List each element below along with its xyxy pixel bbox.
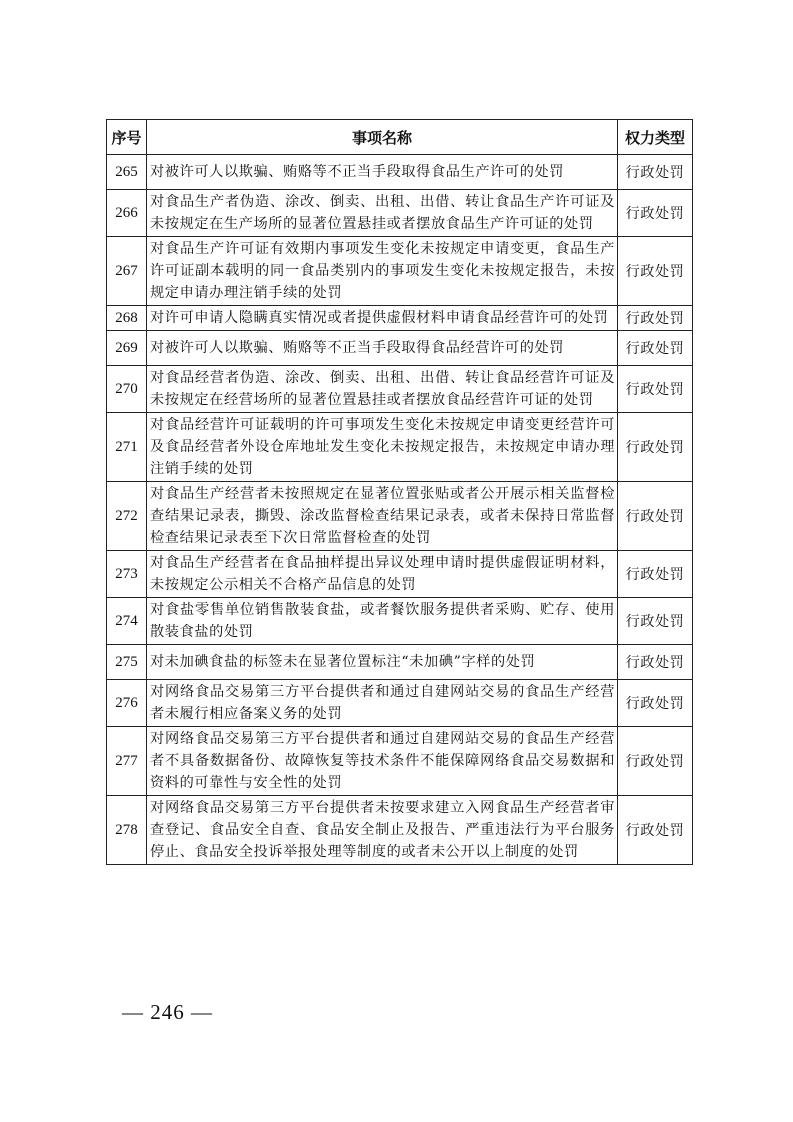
row-number: 265 <box>107 155 147 190</box>
power-type: 行政处罚 <box>618 331 693 366</box>
item-name: 对食品经营者伪造、涂改、倒卖、出租、出借、转让食品经营许可证及未按规定在经营场所的显著位置悬挂或者摆放食品经营许可证的处罚 <box>147 366 618 413</box>
row-number: 278 <box>107 796 147 865</box>
item-name: 对食品生产许可证有效期内事项发生变化未按规定申请变更，食品生产许可证副本载明的同一食品类别内的事项发生变化未按规定报告，未按规定申请办理注销手续的处罚 <box>147 237 618 306</box>
row-number: 272 <box>107 482 147 551</box>
item-name: 对未加碘食盐的标签未在显著位置标注“未加碘”字样的处罚 <box>147 645 618 680</box>
power-type: 行政处罚 <box>618 306 693 331</box>
table-row <box>107 645 693 680</box>
power-type: 行政处罚 <box>618 482 693 551</box>
table-row <box>107 366 693 413</box>
row-number: 273 <box>107 551 147 598</box>
table-row <box>107 155 693 190</box>
header-name: 事项名称 <box>147 120 618 155</box>
item-name: 对被许可人以欺骗、贿赂等不正当手段取得食品生产许可的处罚 <box>147 155 618 190</box>
table-row <box>107 482 693 551</box>
power-type: 行政处罚 <box>618 366 693 413</box>
item-name: 对食品生产经营者在食品抽样提出异议处理申请时提供虚假证明材料，未按规定公示相关不合格产品信息的处罚 <box>147 551 618 598</box>
table-header-row <box>107 120 693 155</box>
table-row <box>107 190 693 237</box>
table-row <box>107 796 693 865</box>
power-type: 行政处罚 <box>618 155 693 190</box>
table-row <box>107 331 693 366</box>
row-number: 271 <box>107 413 147 482</box>
table-row <box>107 680 693 727</box>
power-list-table <box>106 119 693 865</box>
header-no: 序号 <box>107 120 147 155</box>
power-type: 行政处罚 <box>618 680 693 727</box>
row-number: 277 <box>107 727 147 796</box>
row-number: 276 <box>107 680 147 727</box>
power-type: 行政处罚 <box>618 190 693 237</box>
item-name: 对网络食品交易第三方平台提供者和通过自建网站交易的食品生产经营者不具备数据备份、故障恢复等技术条件不能保障网络食品交易数据和资料的可靠性与安全性的处罚 <box>147 727 618 796</box>
row-number: 275 <box>107 645 147 680</box>
power-type: 行政处罚 <box>618 796 693 865</box>
table-row <box>107 413 693 482</box>
power-type: 行政处罚 <box>618 727 693 796</box>
power-type: 行政处罚 <box>618 645 693 680</box>
power-type: 行政处罚 <box>618 598 693 645</box>
table-row <box>107 237 693 306</box>
row-number: 268 <box>107 306 147 331</box>
table-row <box>107 551 693 598</box>
table-row <box>107 727 693 796</box>
item-name: 对食盐零售单位销售散装食盐，或者餐饮服务提供者采购、贮存、使用散装食盐的处罚 <box>147 598 618 645</box>
item-name: 对网络食品交易第三方平台提供者和通过自建网站交易的食品生产经营者未履行相应备案义务的处罚 <box>147 680 618 727</box>
item-name: 对食品经营许可证载明的许可事项发生变化未按规定申请变更经营许可及食品经营者外设仓库地址发生变化未按规定报告，未按规定申请办理注销手续的处罚 <box>147 413 618 482</box>
row-number: 267 <box>107 237 147 306</box>
row-number: 266 <box>107 190 147 237</box>
item-name: 对食品生产经营者未按照规定在显著位置张贴或者公开展示相关监督检查结果记录表，撕毁、涂改监督检查结果记录表，或者未保持日常监督检查结果记录表至下次日常监督检查的处罚 <box>147 482 618 551</box>
item-name: 对被许可人以欺骗、贿赂等不正当手段取得食品经营许可的处罚 <box>147 331 618 366</box>
page-number: — 246 — <box>122 1000 213 1024</box>
row-number: 270 <box>107 366 147 413</box>
header-type: 权力类型 <box>618 120 693 155</box>
item-name: 对许可申请人隐瞒真实情况或者提供虚假材料申请食品经营许可的处罚 <box>147 306 618 331</box>
power-type: 行政处罚 <box>618 237 693 306</box>
table-row <box>107 306 693 331</box>
row-number: 269 <box>107 331 147 366</box>
power-type: 行政处罚 <box>618 413 693 482</box>
table-row <box>107 598 693 645</box>
power-type: 行政处罚 <box>618 551 693 598</box>
item-name: 对网络食品交易第三方平台提供者未按要求建立入网食品生产经营者审查登记、食品安全自查、食品安全制止及报告、严重违法行为平台服务停止、食品安全投诉举报处理等制度的或者未公开以上制度的处罚 <box>147 796 618 865</box>
item-name: 对食品生产者伪造、涂改、倒卖、出租、出借、转让食品生产许可证及未按规定在生产场所的显著位置悬挂或者摆放食品生产许可证的处罚 <box>147 190 618 237</box>
row-number: 274 <box>107 598 147 645</box>
